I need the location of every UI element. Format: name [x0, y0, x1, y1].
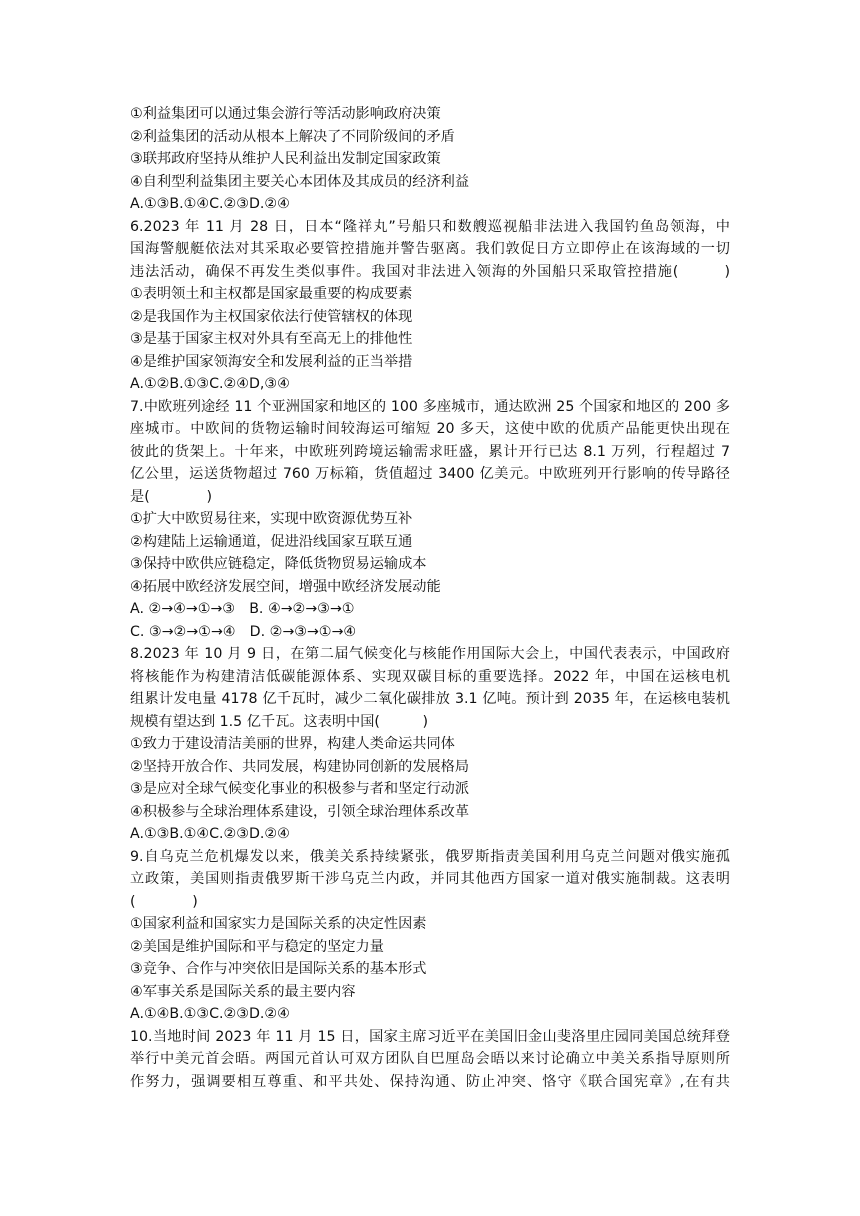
option-line: ③保持中欧供应链稳定，降低货物贸易运输成本: [130, 556, 427, 572]
question-7-block: [130, 396, 730, 644]
question-stem-line: 9.自乌克兰危机爆发以来，俄美关系持续紧张，俄罗斯指责美国利用乌克兰问题对俄实施孤: [130, 848, 730, 865]
question-stem-line: 违法活动，确保不再发生类似事件。我国对非法进入领海的外国船只采取管控措施( ): [130, 263, 730, 280]
question-stem-line: 规模有望达到 1.5 亿千瓦。这表明中国( ): [130, 713, 429, 730]
question-stem-line: 亿公里，运送货物超过 760 万标箱，货值超过 3400 亿美元。中欧班列开行影响的传导路径: [130, 466, 730, 482]
option-line: ③是基于国家主权对外具有至高无上的排他性: [130, 331, 413, 347]
option-line: ①利益集团可以通过集会游行等活动影响政府决策: [130, 106, 441, 122]
question-10-block: [130, 1026, 730, 1094]
option-line: ④军事关系是国际关系的最主要内容: [130, 983, 356, 1000]
question-stem-line: 10.当地时间 2023 年 11 月 15 日，国家主席习近平在美国旧金山斐洛里庄园同美国总统拜登: [130, 1028, 730, 1045]
option-line: ④拓展中欧经济发展空间，增强中欧经济发展动能: [130, 578, 441, 595]
question-stem-line: 6.2023 年 11 月 28 日，日本“隆祥丸”号船只和数艘巡视船非法进入我国钓鱼岛领海，中: [130, 218, 730, 235]
question-6-block: [130, 216, 730, 396]
option-line: ①国家利益和国家实力是国际关系的决定性因素: [130, 916, 427, 932]
question-9-block: [130, 846, 730, 1026]
question-stem-line: 立政策，美国则指责俄罗斯干涉乌克兰内政，并同其他西方国家一道对俄实施制裁。这表明: [130, 871, 730, 887]
exam-page: [130, 103, 730, 1093]
option-line: ④自利型利益集团主要关心本团体及其成员的经济利益: [130, 173, 470, 190]
answer-choices: A.①②B.①③C.②④D,③④: [130, 376, 290, 392]
option-line: ③是应对全球气候变化事业的积极参与者和坚定行动派: [130, 781, 470, 797]
question-stem-line: 7.中欧班列途经 11 个亚洲国家和地区的 100 多座城市，通达欧洲 25 个国家和地区的 200 多: [130, 398, 730, 415]
option-line: ③竞争、合作与冲突依旧是国际关系的基本形式: [130, 961, 427, 977]
question-stem-line: 彼此的货架上。十年来，中欧班列跨境运输需求旺盛，累计开行已达 8.1 万列，行程超过 7: [130, 443, 730, 460]
option-line: ④是维护国家领海安全和发展利益的正当举措: [130, 353, 413, 370]
question-stem-line: 举行中美元首会晤。两国元首认可双方团队自巴厘岛会晤以来讨论确立中美关系指导原则所: [130, 1051, 730, 1067]
answer-choices: A.①③B.①④C.②③D.②④: [130, 196, 290, 212]
option-line: ③联邦政府坚持从维护人民利益出发制定国家政策: [130, 151, 441, 167]
question-5-block: [130, 103, 730, 216]
option-line: ②利益集团的活动从根本上解决了不同阶级间的矛盾: [130, 128, 455, 145]
question-stem-line: 将核能作为构建清洁低碳能源体系、实现双碳目标的重要选择。2022 年，中国在运核电机: [130, 668, 730, 685]
answer-choices: C. ③→②→①→④ D. ②→③→①→④: [130, 623, 357, 640]
answer-choices: A.①③B.①④C.②③D.②④: [130, 826, 290, 842]
question-stem-line: 座城市。中欧间的货物运输时间较海运可缩短 20 多天，这使中欧的优质产品能更快出现在: [130, 421, 730, 437]
option-line: ①扩大中欧贸易往来，实现中欧资源优势互补: [130, 511, 413, 527]
question-stem-line: 8.2023 年 10 月 9 日，在第二届气候变化与核能作用国际大会上，中国代表表示，中国政府: [130, 646, 730, 662]
question-8-block: [130, 643, 730, 846]
option-line: ②坚持开放合作、共同发展，构建协同创新的发展格局: [130, 758, 470, 775]
question-stem-line: 是( ): [130, 488, 213, 505]
answer-choices: A. ②→④→①→③ B. ④→②→③→①: [130, 601, 355, 617]
question-stem-line: 国海警舰艇依法对其采取必要管控措施并警告驱离。我们敦促日方立即停止在该海域的一切: [130, 241, 730, 257]
option-line: ②构建陆上运输通道，促进沿线国家互联互通: [130, 533, 413, 550]
question-stem-line: ( ): [130, 893, 198, 910]
answer-choices: A.①④B.①③C.②③D.②④: [130, 1006, 290, 1022]
question-stem-line: 组累计发电量 4178 亿千瓦时，减少二氧化碳排放 3.1 亿吨。预计到 2035 年，在运核电装机: [130, 691, 730, 707]
option-line: ①致力于建设清洁美丽的世界，构建人类命运共同体: [130, 736, 455, 752]
option-line: ②美国是维护国际和平与稳定的坚定力量: [130, 938, 384, 955]
option-line: ①表明领土和主权都是国家最重要的构成要素: [130, 286, 413, 302]
question-stem-line: 作努力，强调要相互尊重、和平共处、保持沟通、防止冲突、恪守《联合国宪章》,在有共: [130, 1073, 730, 1090]
option-line: ④积极参与全球治理体系建设，引领全球治理体系改革: [130, 803, 470, 820]
option-line: ②是我国作为主权国家依法行使管辖权的体现: [130, 308, 413, 325]
